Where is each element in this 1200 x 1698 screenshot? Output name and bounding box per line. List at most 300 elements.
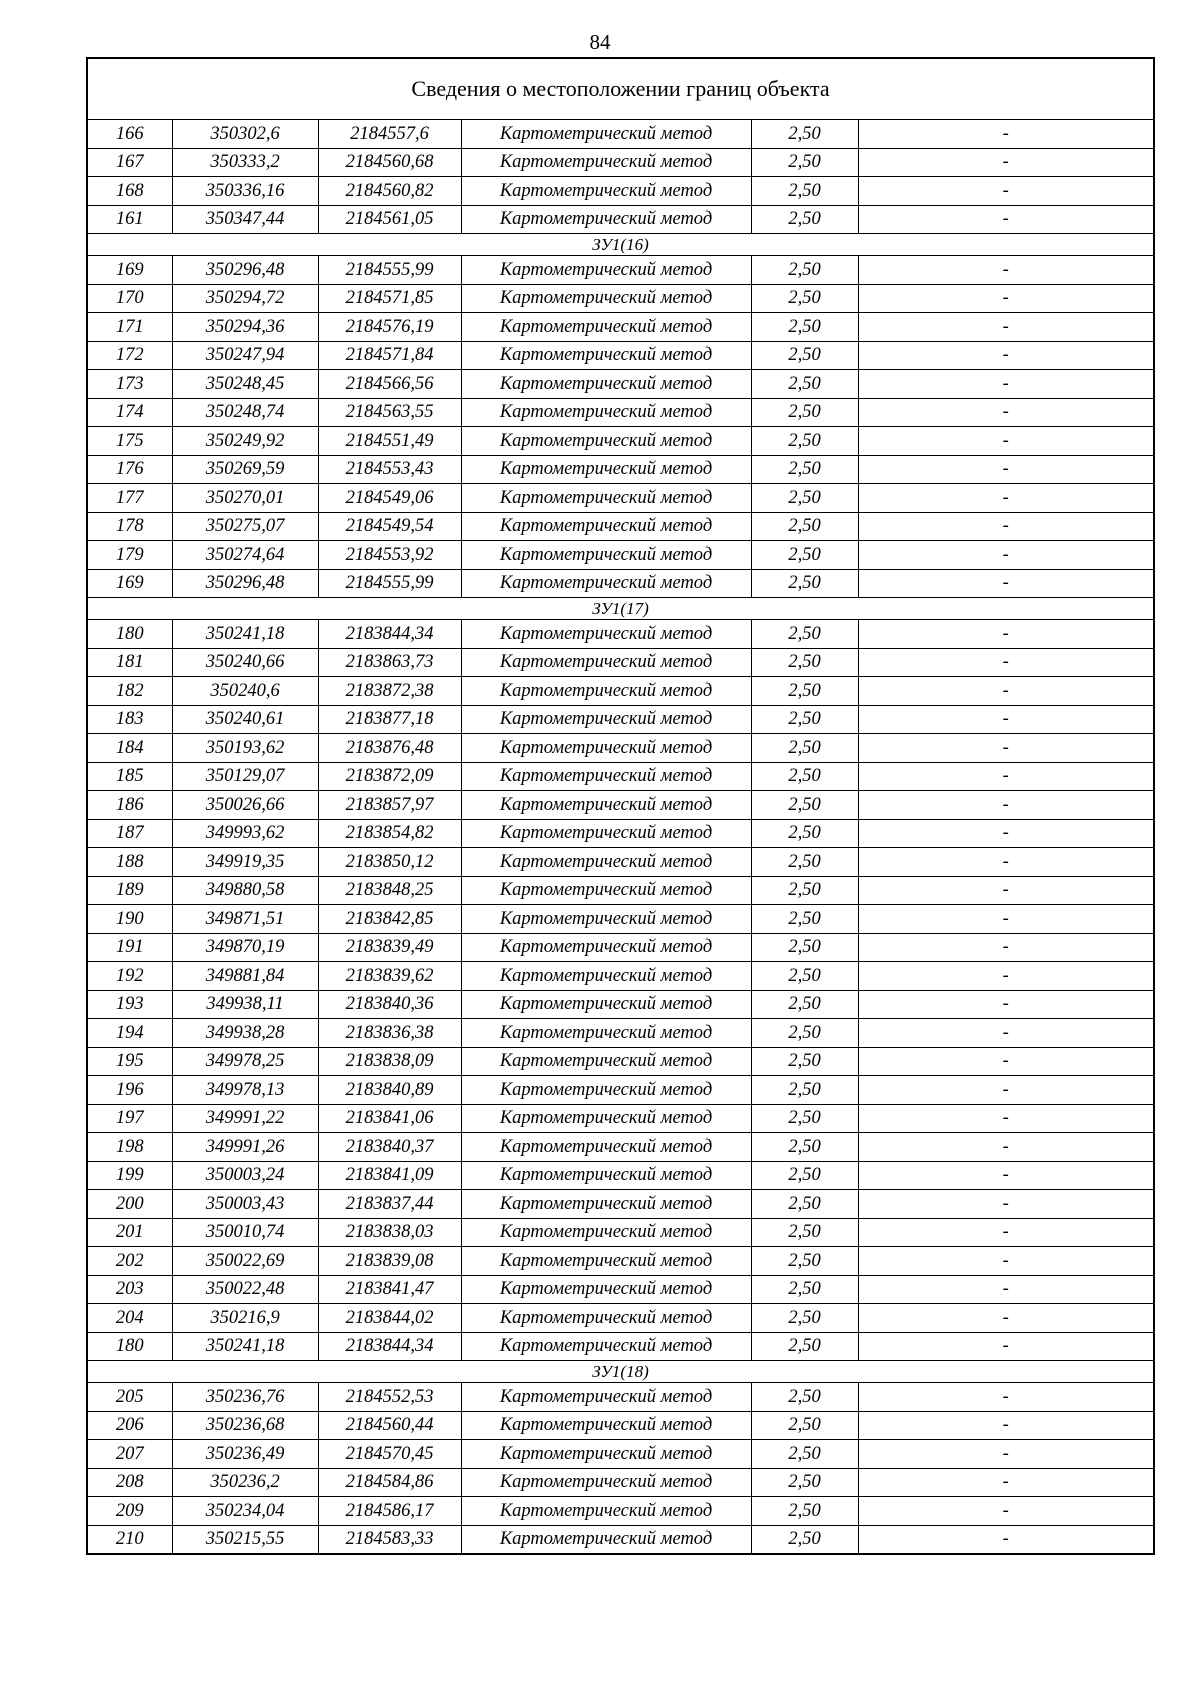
accuracy-cell: 2,50: [751, 677, 858, 706]
method-cell: Картометрический метод: [461, 455, 751, 484]
method-cell: Картометрический метод: [461, 256, 751, 285]
method-cell: Картометрический метод: [461, 512, 751, 541]
table-row: [87, 1218, 1154, 1247]
y-coordinate-cell: 2183839,08: [318, 1247, 461, 1276]
x-coordinate-cell: 350010,74: [172, 1218, 318, 1247]
point-number-cell: 167: [87, 148, 172, 177]
accuracy-cell: 2,50: [751, 313, 858, 342]
y-coordinate-cell: 2184566,56: [318, 370, 461, 399]
accuracy-cell: 2,50: [751, 1161, 858, 1190]
point-number-cell: 176: [87, 455, 172, 484]
x-coordinate-cell: 350347,44: [172, 205, 318, 234]
y-coordinate-cell: 2184563,55: [318, 398, 461, 427]
table-row: [87, 1383, 1154, 1412]
point-number-cell: 203: [87, 1275, 172, 1304]
x-coordinate-cell: 350270,01: [172, 484, 318, 513]
table-row: [87, 762, 1154, 791]
table-row: [87, 1411, 1154, 1440]
accuracy-cell: 2,50: [751, 148, 858, 177]
y-coordinate-cell: 2184553,92: [318, 541, 461, 570]
x-coordinate-cell: 350296,48: [172, 256, 318, 285]
method-cell: Картометрический метод: [461, 876, 751, 905]
point-number-cell: 172: [87, 341, 172, 370]
accuracy-cell: 2,50: [751, 1019, 858, 1048]
table-row: [87, 1275, 1154, 1304]
accuracy-cell: 2,50: [751, 177, 858, 206]
y-coordinate-cell: 2183837,44: [318, 1190, 461, 1219]
point-number-cell: 168: [87, 177, 172, 206]
description-cell: -: [858, 1218, 1154, 1247]
table-body: [87, 58, 1154, 1554]
x-coordinate-cell: 350240,66: [172, 648, 318, 677]
table-row: [87, 1019, 1154, 1048]
accuracy-cell: 2,50: [751, 620, 858, 649]
description-cell: -: [858, 569, 1154, 598]
description-cell: -: [858, 1304, 1154, 1333]
accuracy-cell: 2,50: [751, 1332, 858, 1361]
method-cell: Картометрический метод: [461, 1133, 751, 1162]
point-number-cell: 171: [87, 313, 172, 342]
table-row: [87, 313, 1154, 342]
y-coordinate-cell: 2184561,05: [318, 205, 461, 234]
x-coordinate-cell: 350216,9: [172, 1304, 318, 1333]
method-cell: Картометрический метод: [461, 1190, 751, 1219]
point-number-cell: 206: [87, 1411, 172, 1440]
point-number-cell: 190: [87, 905, 172, 934]
x-coordinate-cell: 350022,48: [172, 1275, 318, 1304]
x-coordinate-cell: 350302,6: [172, 120, 318, 149]
accuracy-cell: 2,50: [751, 848, 858, 877]
y-coordinate-cell: 2183841,09: [318, 1161, 461, 1190]
accuracy-cell: 2,50: [751, 370, 858, 399]
method-cell: Картометрический метод: [461, 1497, 751, 1526]
x-coordinate-cell: 350247,94: [172, 341, 318, 370]
x-coordinate-cell: 350241,18: [172, 1332, 318, 1361]
description-cell: -: [858, 905, 1154, 934]
y-coordinate-cell: 2183841,47: [318, 1275, 461, 1304]
method-cell: Картометрический метод: [461, 569, 751, 598]
point-number-cell: 191: [87, 933, 172, 962]
point-number-cell: 175: [87, 427, 172, 456]
table-row: [87, 1190, 1154, 1219]
point-number-cell: 186: [87, 791, 172, 820]
point-number-cell: 188: [87, 848, 172, 877]
x-coordinate-cell: 349870,19: [172, 933, 318, 962]
accuracy-cell: 2,50: [751, 484, 858, 513]
y-coordinate-cell: 2183844,34: [318, 620, 461, 649]
point-number-cell: 208: [87, 1468, 172, 1497]
x-coordinate-cell: 350234,04: [172, 1497, 318, 1526]
y-coordinate-cell: 2183848,25: [318, 876, 461, 905]
table-row: [87, 455, 1154, 484]
section-header-row: [87, 598, 1154, 620]
y-coordinate-cell: 2183839,62: [318, 962, 461, 991]
table-row: [87, 541, 1154, 570]
x-coordinate-cell: 350215,55: [172, 1525, 318, 1554]
method-cell: Картометрический метод: [461, 148, 751, 177]
y-coordinate-cell: 2184571,85: [318, 284, 461, 313]
accuracy-cell: 2,50: [751, 1525, 858, 1554]
point-number-cell: 201: [87, 1218, 172, 1247]
point-number-cell: 204: [87, 1304, 172, 1333]
y-coordinate-cell: 2184560,68: [318, 148, 461, 177]
method-cell: Картометрический метод: [461, 677, 751, 706]
boundary-coordinates-table: [86, 57, 1155, 1555]
table-row: [87, 620, 1154, 649]
table-row: [87, 1104, 1154, 1133]
description-cell: -: [858, 876, 1154, 905]
x-coordinate-cell: 349919,35: [172, 848, 318, 877]
description-cell: -: [858, 620, 1154, 649]
table-row: [87, 1076, 1154, 1105]
description-cell: -: [858, 313, 1154, 342]
accuracy-cell: 2,50: [751, 1440, 858, 1469]
x-coordinate-cell: 350248,74: [172, 398, 318, 427]
y-coordinate-cell: 2183863,73: [318, 648, 461, 677]
table-row: [87, 705, 1154, 734]
method-cell: Картометрический метод: [461, 284, 751, 313]
point-number-cell: 192: [87, 962, 172, 991]
table-row: [87, 1497, 1154, 1526]
description-cell: -: [858, 734, 1154, 763]
section-header-row: [87, 1361, 1154, 1383]
point-number-cell: 193: [87, 990, 172, 1019]
description-cell: -: [858, 512, 1154, 541]
table-title-row: [87, 58, 1154, 120]
method-cell: Картометрический метод: [461, 120, 751, 149]
point-number-cell: 180: [87, 620, 172, 649]
x-coordinate-cell: 349871,51: [172, 905, 318, 934]
description-cell: -: [858, 1047, 1154, 1076]
point-number-cell: 200: [87, 1190, 172, 1219]
method-cell: Картометрический метод: [461, 541, 751, 570]
description-cell: -: [858, 819, 1154, 848]
point-number-cell: 184: [87, 734, 172, 763]
section-label: ЗУ1(18): [87, 1361, 1154, 1383]
y-coordinate-cell: 2184553,43: [318, 455, 461, 484]
description-cell: -: [858, 848, 1154, 877]
x-coordinate-cell: 350241,18: [172, 620, 318, 649]
table-row: [87, 819, 1154, 848]
x-coordinate-cell: 349991,26: [172, 1133, 318, 1162]
description-cell: -: [858, 455, 1154, 484]
x-coordinate-cell: 349991,22: [172, 1104, 318, 1133]
table-row: [87, 791, 1154, 820]
accuracy-cell: 2,50: [751, 734, 858, 763]
accuracy-cell: 2,50: [751, 1218, 858, 1247]
point-number-cell: 182: [87, 677, 172, 706]
x-coordinate-cell: 350336,16: [172, 177, 318, 206]
accuracy-cell: 2,50: [751, 648, 858, 677]
y-coordinate-cell: 2183841,06: [318, 1104, 461, 1133]
description-cell: -: [858, 1190, 1154, 1219]
accuracy-cell: 2,50: [751, 1104, 858, 1133]
table-row: [87, 734, 1154, 763]
x-coordinate-cell: 350022,69: [172, 1247, 318, 1276]
accuracy-cell: 2,50: [751, 1247, 858, 1276]
table-row: [87, 1161, 1154, 1190]
y-coordinate-cell: 2184560,82: [318, 177, 461, 206]
accuracy-cell: 2,50: [751, 541, 858, 570]
method-cell: Картометрический метод: [461, 1332, 751, 1361]
x-coordinate-cell: 349881,84: [172, 962, 318, 991]
y-coordinate-cell: 2183857,97: [318, 791, 461, 820]
table-row: [87, 1247, 1154, 1276]
description-cell: -: [858, 148, 1154, 177]
accuracy-cell: 2,50: [751, 1383, 858, 1412]
y-coordinate-cell: 2183842,85: [318, 905, 461, 934]
method-cell: Картометрический метод: [461, 484, 751, 513]
point-number-cell: 180: [87, 1332, 172, 1361]
y-coordinate-cell: 2184571,84: [318, 341, 461, 370]
point-number-cell: 207: [87, 1440, 172, 1469]
description-cell: -: [858, 1076, 1154, 1105]
y-coordinate-cell: 2184549,06: [318, 484, 461, 513]
y-coordinate-cell: 2184557,6: [318, 120, 461, 149]
point-number-cell: 174: [87, 398, 172, 427]
point-number-cell: 196: [87, 1076, 172, 1105]
accuracy-cell: 2,50: [751, 1468, 858, 1497]
description-cell: -: [858, 1468, 1154, 1497]
point-number-cell: 189: [87, 876, 172, 905]
description-cell: -: [858, 1104, 1154, 1133]
method-cell: Картометрический метод: [461, 1525, 751, 1554]
description-cell: -: [858, 933, 1154, 962]
accuracy-cell: 2,50: [751, 284, 858, 313]
method-cell: Картометрический метод: [461, 648, 751, 677]
x-coordinate-cell: 350240,61: [172, 705, 318, 734]
accuracy-cell: 2,50: [751, 819, 858, 848]
description-cell: -: [858, 962, 1154, 991]
point-number-cell: 210: [87, 1525, 172, 1554]
point-number-cell: 169: [87, 569, 172, 598]
point-number-cell: 199: [87, 1161, 172, 1190]
table-row: [87, 648, 1154, 677]
y-coordinate-cell: 2183839,49: [318, 933, 461, 962]
y-coordinate-cell: 2183838,09: [318, 1047, 461, 1076]
method-cell: Картометрический метод: [461, 962, 751, 991]
y-coordinate-cell: 2184583,33: [318, 1525, 461, 1554]
table-row: [87, 256, 1154, 285]
method-cell: Картометрический метод: [461, 705, 751, 734]
description-cell: -: [858, 370, 1154, 399]
table-row: [87, 512, 1154, 541]
x-coordinate-cell: 350274,64: [172, 541, 318, 570]
description-cell: -: [858, 1247, 1154, 1276]
accuracy-cell: 2,50: [751, 876, 858, 905]
method-cell: Картометрический метод: [461, 341, 751, 370]
method-cell: Картометрический метод: [461, 1076, 751, 1105]
x-coordinate-cell: 350269,59: [172, 455, 318, 484]
method-cell: Картометрический метод: [461, 1218, 751, 1247]
y-coordinate-cell: 2184549,54: [318, 512, 461, 541]
y-coordinate-cell: 2183872,38: [318, 677, 461, 706]
accuracy-cell: 2,50: [751, 569, 858, 598]
method-cell: Картометрический метод: [461, 1383, 751, 1412]
y-coordinate-cell: 2184576,19: [318, 313, 461, 342]
table-row: [87, 1525, 1154, 1554]
x-coordinate-cell: 350026,66: [172, 791, 318, 820]
description-cell: -: [858, 1019, 1154, 1048]
table-row: [87, 1133, 1154, 1162]
method-cell: Картометрический метод: [461, 819, 751, 848]
accuracy-cell: 2,50: [751, 962, 858, 991]
y-coordinate-cell: 2184584,86: [318, 1468, 461, 1497]
point-number-cell: 205: [87, 1383, 172, 1412]
x-coordinate-cell: 350193,62: [172, 734, 318, 763]
table-row: [87, 284, 1154, 313]
table-row: [87, 1440, 1154, 1469]
description-cell: -: [858, 791, 1154, 820]
accuracy-cell: 2,50: [751, 1047, 858, 1076]
description-cell: -: [858, 1275, 1154, 1304]
method-cell: Картометрический метод: [461, 905, 751, 934]
description-cell: -: [858, 284, 1154, 313]
method-cell: Картометрический метод: [461, 762, 751, 791]
point-number-cell: 178: [87, 512, 172, 541]
table-row: [87, 1332, 1154, 1361]
point-number-cell: 169: [87, 256, 172, 285]
description-cell: -: [858, 120, 1154, 149]
accuracy-cell: 2,50: [751, 427, 858, 456]
accuracy-cell: 2,50: [751, 705, 858, 734]
description-cell: -: [858, 648, 1154, 677]
y-coordinate-cell: 2183836,38: [318, 1019, 461, 1048]
point-number-cell: 177: [87, 484, 172, 513]
x-coordinate-cell: 350294,36: [172, 313, 318, 342]
x-coordinate-cell: 349978,25: [172, 1047, 318, 1076]
description-cell: -: [858, 1133, 1154, 1162]
method-cell: Картометрический метод: [461, 313, 751, 342]
accuracy-cell: 2,50: [751, 1411, 858, 1440]
section-label: ЗУ1(17): [87, 598, 1154, 620]
method-cell: Картометрический метод: [461, 1104, 751, 1133]
table-row: [87, 848, 1154, 877]
x-coordinate-cell: 350333,2: [172, 148, 318, 177]
y-coordinate-cell: 2183844,02: [318, 1304, 461, 1333]
method-cell: Картометрический метод: [461, 427, 751, 456]
accuracy-cell: 2,50: [751, 1275, 858, 1304]
y-coordinate-cell: 2184555,99: [318, 256, 461, 285]
point-number-cell: 183: [87, 705, 172, 734]
y-coordinate-cell: 2183876,48: [318, 734, 461, 763]
accuracy-cell: 2,50: [751, 120, 858, 149]
y-coordinate-cell: 2183840,89: [318, 1076, 461, 1105]
description-cell: -: [858, 398, 1154, 427]
table-row: [87, 933, 1154, 962]
accuracy-cell: 2,50: [751, 791, 858, 820]
accuracy-cell: 2,50: [751, 1497, 858, 1526]
y-coordinate-cell: 2183850,12: [318, 848, 461, 877]
method-cell: Картометрический метод: [461, 1304, 751, 1333]
table-row: [87, 962, 1154, 991]
point-number-cell: 197: [87, 1104, 172, 1133]
description-cell: -: [858, 677, 1154, 706]
point-number-cell: 194: [87, 1019, 172, 1048]
table-row: [87, 1304, 1154, 1333]
y-coordinate-cell: 2183854,82: [318, 819, 461, 848]
description-cell: -: [858, 205, 1154, 234]
x-coordinate-cell: 350003,24: [172, 1161, 318, 1190]
accuracy-cell: 2,50: [751, 1076, 858, 1105]
accuracy-cell: 2,50: [751, 455, 858, 484]
y-coordinate-cell: 2183840,36: [318, 990, 461, 1019]
accuracy-cell: 2,50: [751, 990, 858, 1019]
y-coordinate-cell: 2183840,37: [318, 1133, 461, 1162]
table-row: [87, 876, 1154, 905]
accuracy-cell: 2,50: [751, 341, 858, 370]
accuracy-cell: 2,50: [751, 398, 858, 427]
point-number-cell: 185: [87, 762, 172, 791]
x-coordinate-cell: 350236,68: [172, 1411, 318, 1440]
point-number-cell: 209: [87, 1497, 172, 1526]
description-cell: -: [858, 177, 1154, 206]
description-cell: -: [858, 1497, 1154, 1526]
table-row: [87, 370, 1154, 399]
y-coordinate-cell: 2184555,99: [318, 569, 461, 598]
x-coordinate-cell: 349993,62: [172, 819, 318, 848]
x-coordinate-cell: 350296,48: [172, 569, 318, 598]
table-row: [87, 427, 1154, 456]
accuracy-cell: 2,50: [751, 1304, 858, 1333]
point-number-cell: 198: [87, 1133, 172, 1162]
point-number-cell: 195: [87, 1047, 172, 1076]
x-coordinate-cell: 350294,72: [172, 284, 318, 313]
method-cell: Картометрический метод: [461, 1468, 751, 1497]
y-coordinate-cell: 2184560,44: [318, 1411, 461, 1440]
description-cell: -: [858, 1161, 1154, 1190]
x-coordinate-cell: 350248,45: [172, 370, 318, 399]
method-cell: Картометрический метод: [461, 848, 751, 877]
method-cell: Картометрический метод: [461, 620, 751, 649]
method-cell: Картометрический метод: [461, 177, 751, 206]
accuracy-cell: 2,50: [751, 1133, 858, 1162]
table-row: [87, 120, 1154, 149]
accuracy-cell: 2,50: [751, 512, 858, 541]
x-coordinate-cell: 349938,11: [172, 990, 318, 1019]
x-coordinate-cell: 350236,49: [172, 1440, 318, 1469]
table-row: [87, 1047, 1154, 1076]
point-number-cell: 173: [87, 370, 172, 399]
table-row: [87, 990, 1154, 1019]
table-row: [87, 148, 1154, 177]
description-cell: -: [858, 705, 1154, 734]
x-coordinate-cell: 349880,58: [172, 876, 318, 905]
accuracy-cell: 2,50: [751, 205, 858, 234]
description-cell: -: [858, 427, 1154, 456]
table-row: [87, 398, 1154, 427]
x-coordinate-cell: 350129,07: [172, 762, 318, 791]
method-cell: Картометрический метод: [461, 1411, 751, 1440]
point-number-cell: 170: [87, 284, 172, 313]
table-row: [87, 341, 1154, 370]
method-cell: Картометрический метод: [461, 1019, 751, 1048]
page-number: 84: [589, 30, 611, 54]
y-coordinate-cell: 2183838,03: [318, 1218, 461, 1247]
method-cell: Картометрический метод: [461, 791, 751, 820]
description-cell: -: [858, 1332, 1154, 1361]
table-row: [87, 677, 1154, 706]
y-coordinate-cell: 2184552,53: [318, 1383, 461, 1412]
method-cell: Картометрический метод: [461, 1047, 751, 1076]
x-coordinate-cell: 350003,43: [172, 1190, 318, 1219]
method-cell: Картометрический метод: [461, 1161, 751, 1190]
table-row: [87, 177, 1154, 206]
point-number-cell: 179: [87, 541, 172, 570]
description-cell: -: [858, 341, 1154, 370]
accuracy-cell: 2,50: [751, 762, 858, 791]
method-cell: Картометрический метод: [461, 1440, 751, 1469]
